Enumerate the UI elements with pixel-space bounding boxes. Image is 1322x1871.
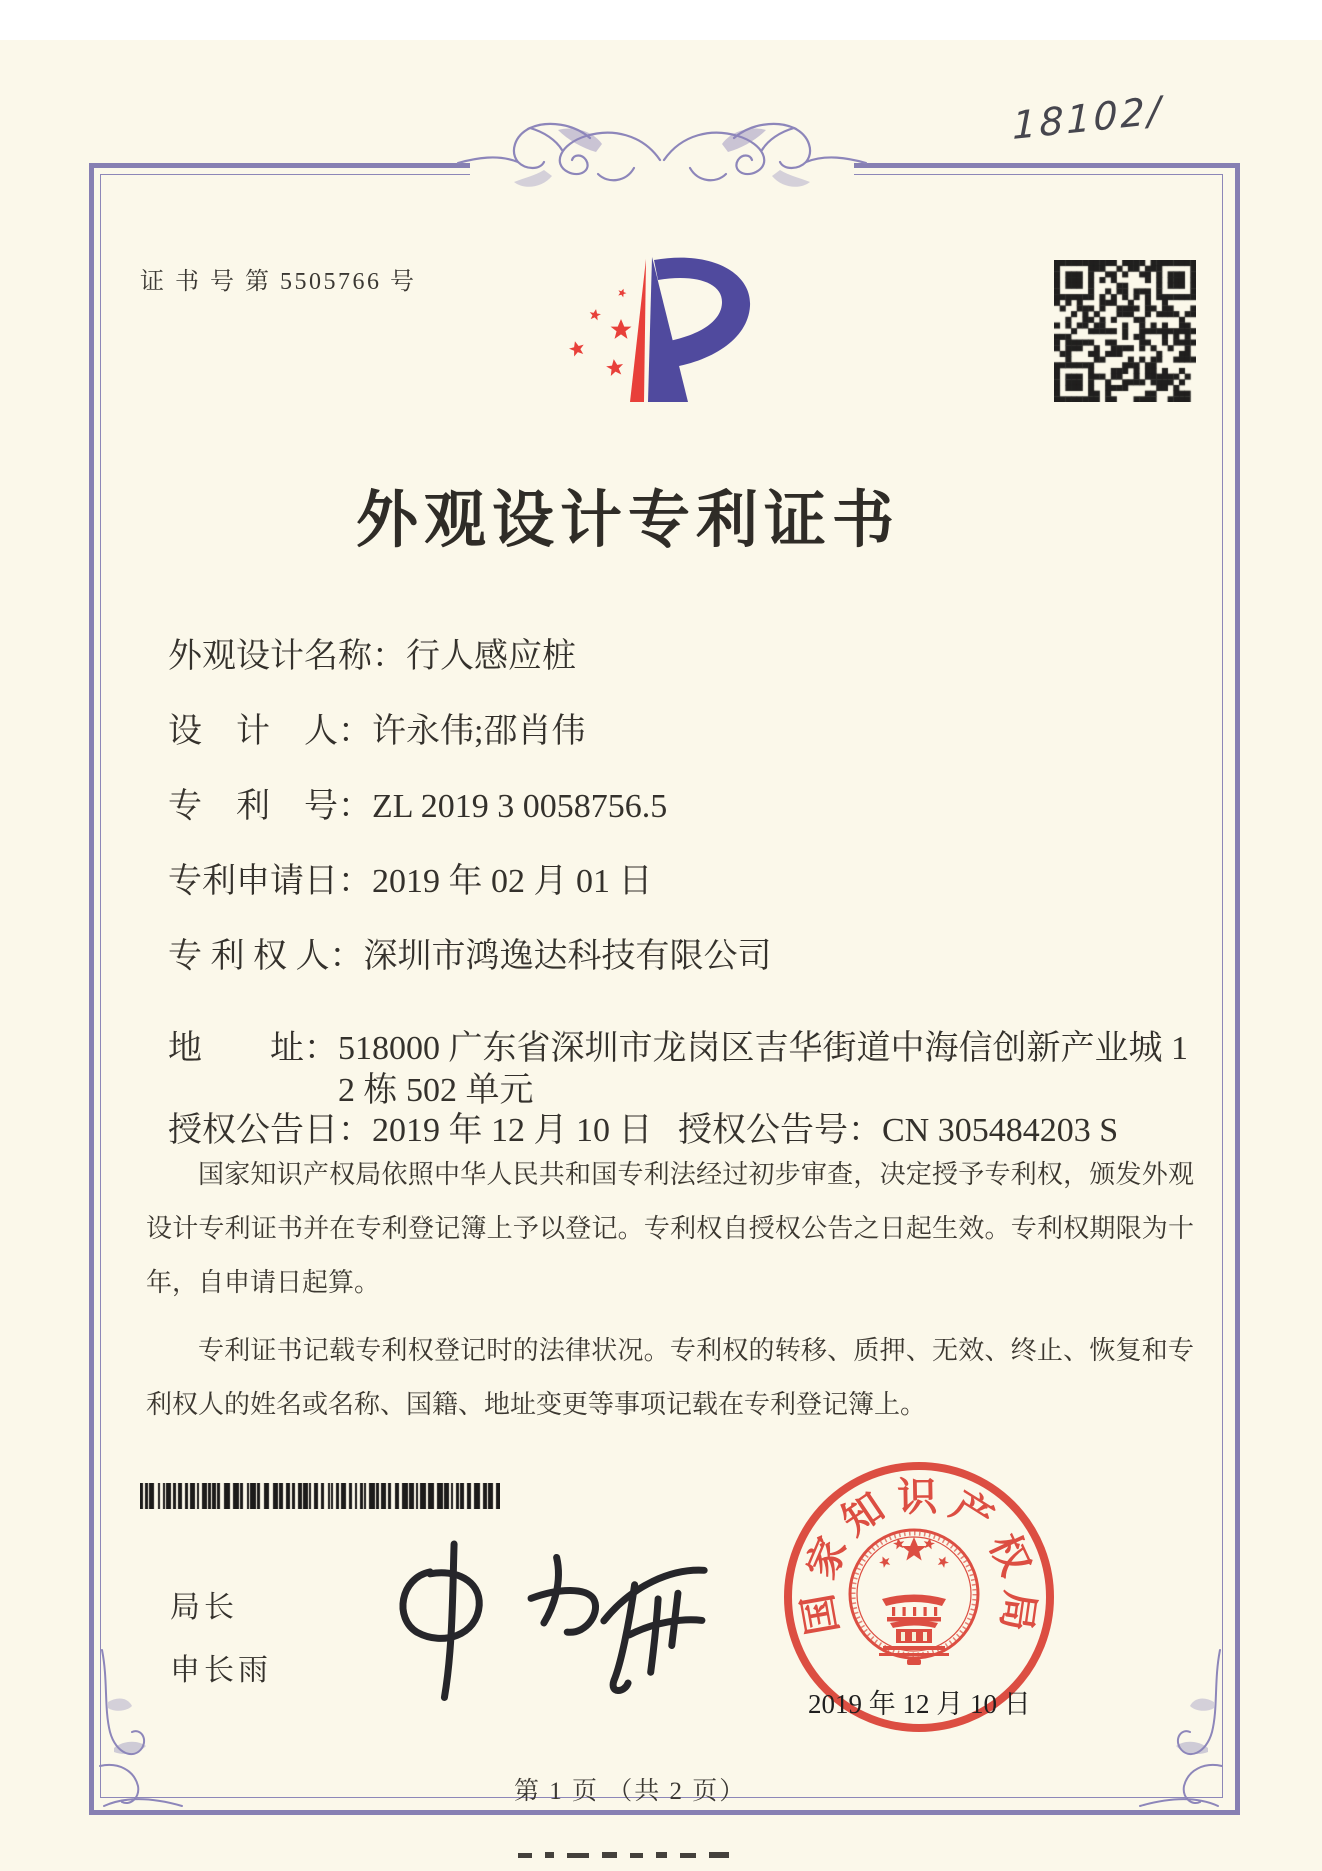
field-filing-date: 专利申请日：2019 年 02 月 01 日 <box>168 863 653 900</box>
field-grant-number: 授权公告号：CN 305484203 S <box>678 1112 1119 1149</box>
seal-date: 2019 年 12 月 10 日 <box>808 1689 1031 1719</box>
national-emblem <box>850 1530 978 1665</box>
field-design-name: 外观设计名称：行人感应桩 <box>168 638 576 675</box>
cnipa-logo <box>560 244 760 410</box>
certificate-number: 证 书 号 第 5505766 号 <box>140 269 417 295</box>
svg-text:局: 局 <box>992 1587 1044 1634</box>
page-number-footer: 第 1 页 （共 2 页） <box>514 1778 747 1805</box>
handwritten-number: 18102/ <box>1012 87 1164 149</box>
cut-off-text-fragments <box>518 1852 729 1858</box>
scan-edge-strip <box>0 0 1322 40</box>
bottom-right-corner-ornament <box>1133 1648 1228 1810</box>
field-patent-number: 专 利 号：ZL 2019 3 0058756.5 <box>168 788 668 825</box>
svg-text:权: 权 <box>980 1527 1039 1583</box>
svg-text:知: 知 <box>833 1484 893 1544</box>
field-patentee: 专 利 权 人：深圳市鸿逸达科技有限公司 <box>168 938 772 975</box>
field-grant-date: 授权公告日：2019 年 12 月 10 日 <box>168 1112 653 1149</box>
legal-paragraph-1: 国家知识产权局依照中华人民共和国专利法经过初步审查，决定授予专利权，颁发外观设计专利证书并在专利登记簿上予以登记。专利权自授权公告之日起生效。专利权期限为十年，自申请日起算。 <box>146 1160 1194 1297</box>
svg-text:产: 产 <box>943 1482 1001 1542</box>
top-flourish-ornament <box>452 118 872 203</box>
commissioner-name: 申长雨 <box>170 1654 272 1687</box>
svg-text:识: 识 <box>896 1474 938 1520</box>
svg-text:家: 家 <box>798 1530 856 1586</box>
commissioner-title: 局长 <box>170 1591 238 1624</box>
field-designer: 设 计 人：许永伟;邵肖伟 <box>168 713 586 750</box>
svg-text:国: 国 <box>794 1590 847 1639</box>
field-address-line1: 地 址：518000 广东省深圳市龙岗区吉华街道中海信创新产业城 1 <box>168 1030 1188 1067</box>
certificate-title: 外观设计专利证书 <box>356 487 901 555</box>
logo-p-shape <box>630 257 750 402</box>
field-address-line2: 2 栋 502 单元 <box>338 1072 534 1109</box>
legal-paragraph-2: 专利证书记载专利权登记时的法律状况。专利权的转移、质押、无效、终止、恢复和专利权人的姓名或名称、国籍、地址变更等事项记载在专利登记簿上。 <box>146 1336 1194 1419</box>
legal-text-block <box>146 1148 1194 1432</box>
barcode <box>140 1483 500 1509</box>
logo-stars <box>568 287 632 376</box>
commissioner-signature <box>372 1526 717 1721</box>
qr-code <box>1054 260 1196 402</box>
